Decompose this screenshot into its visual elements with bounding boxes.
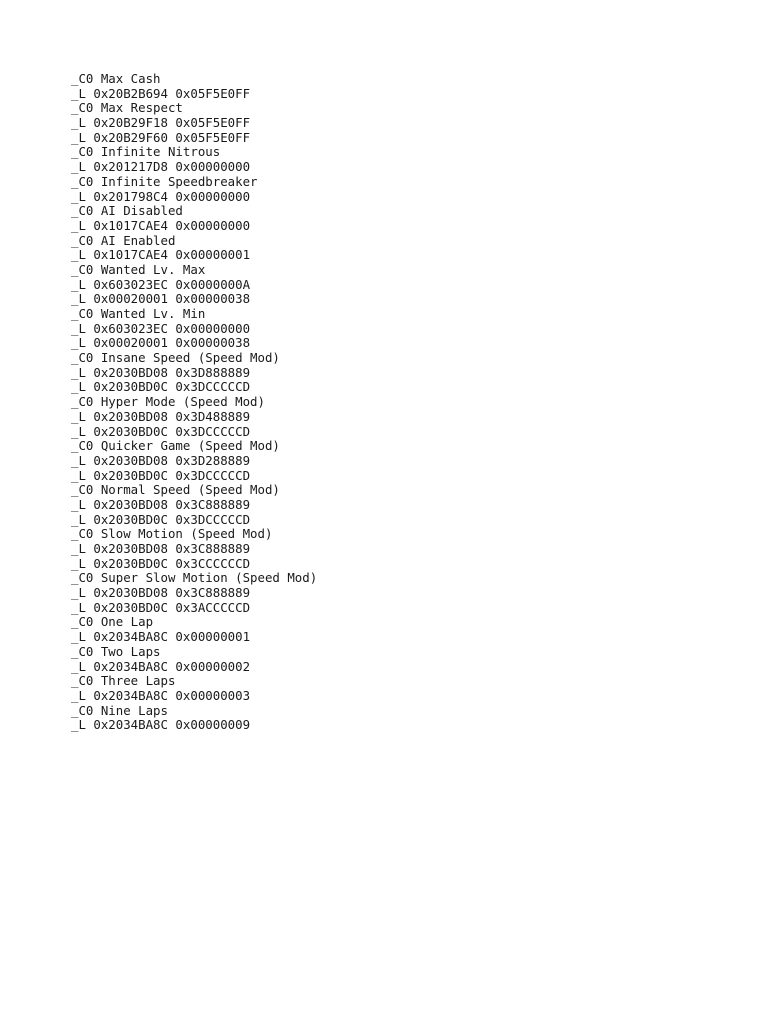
- code-line: _C0 Slow Motion (Speed Mod): [71, 526, 273, 542]
- code-line: _L 0x2030BD08 0x3D888889: [71, 364, 251, 380]
- code-line: _C0 AI Disabled: [71, 203, 183, 219]
- code-line: _C0 Normal Speed (Speed Mod): [71, 482, 280, 498]
- code-line: _C0 One Lap: [71, 614, 154, 630]
- code-line: _C0 Quicker Game (Speed Mod): [71, 438, 280, 454]
- code-line: _L 0x2030BD08 0x3C888889: [71, 541, 251, 556]
- code-line: _L 0x00020001 0x00000038: [71, 335, 251, 351]
- code-line: _L 0x1017CAE4 0x00000001: [71, 247, 251, 263]
- code-line: _L 0x2030BD0C 0x3CCCCCCD: [71, 555, 251, 571]
- code-line: _C0 AI Enabled: [71, 232, 176, 248]
- code-line: _L 0x201217D8 0x00000000: [71, 159, 251, 175]
- code-line: _C0 Three Laps: [71, 673, 176, 689]
- code-line: _L 0x2030BD0C 0x3DCCCCCD: [71, 379, 251, 395]
- code-line: _L 0x201798C4 0x00000000: [71, 188, 251, 204]
- cheat-code-listing: [71, 72, 317, 733]
- code-line: _L 0x603023EC 0x0000000A: [71, 276, 251, 292]
- code-line: _L 0x603023EC 0x00000000: [71, 320, 251, 336]
- code-line: _C0 Nine Laps: [71, 702, 168, 718]
- code-line: _L 0x2030BD0C 0x3ACCCCCD: [71, 599, 251, 615]
- code-line: _L 0x2030BD08 0x3C888889: [71, 585, 251, 601]
- code-line: _L 0x2034BA8C 0x00000003: [71, 687, 251, 703]
- code-line: _L 0x20B29F18 0x05F5E0FF: [71, 115, 251, 131]
- code-line: _L 0x2034BA8C 0x00000002: [71, 658, 251, 674]
- code-line: _L 0x2030BD08 0x3D488889: [71, 408, 251, 424]
- code-line: _C0 Wanted Lv. Min: [71, 306, 206, 321]
- code-line: _L 0x2030BD0C 0x3DCCCCCD: [71, 423, 251, 439]
- code-line: _L 0x2030BD08 0x3D288889: [71, 452, 251, 468]
- code-line: _C0 Super Slow Motion (Speed Mod): [71, 570, 318, 586]
- code-line: _C0 Hyper Mode (Speed Mod): [71, 394, 265, 410]
- code-line: _L 0x2030BD0C 0x3DCCCCCD: [71, 467, 251, 483]
- code-line: _L 0x2030BD0C 0x3DCCCCCD: [71, 511, 251, 527]
- code-line: _L 0x2034BA8C 0x00000009: [71, 717, 251, 733]
- code-line: _C0 Max Respect: [71, 100, 183, 116]
- code-line: _L 0x2034BA8C 0x00000001: [71, 629, 251, 645]
- code-line: _L 0x00020001 0x00000038: [71, 291, 251, 307]
- code-line: _L 0x20B2B694 0x05F5E0FF: [71, 85, 251, 101]
- code-line: _C0 Two Laps: [71, 643, 161, 659]
- code-line: _C0 Infinite Speedbreaker: [71, 173, 258, 189]
- code-line: _C0 Wanted Lv. Max: [71, 261, 206, 277]
- code-line: _C0 Insane Speed (Speed Mod): [71, 350, 280, 366]
- code-line: _C0 Infinite Nitrous: [71, 144, 221, 160]
- code-line: _L 0x1017CAE4 0x00000000: [71, 217, 251, 233]
- code-line: _C0 Max Cash: [71, 71, 161, 86]
- code-line: _L 0x2030BD08 0x3C888889: [71, 496, 251, 512]
- code-line: _L 0x20B29F60 0x05F5E0FF: [71, 129, 251, 145]
